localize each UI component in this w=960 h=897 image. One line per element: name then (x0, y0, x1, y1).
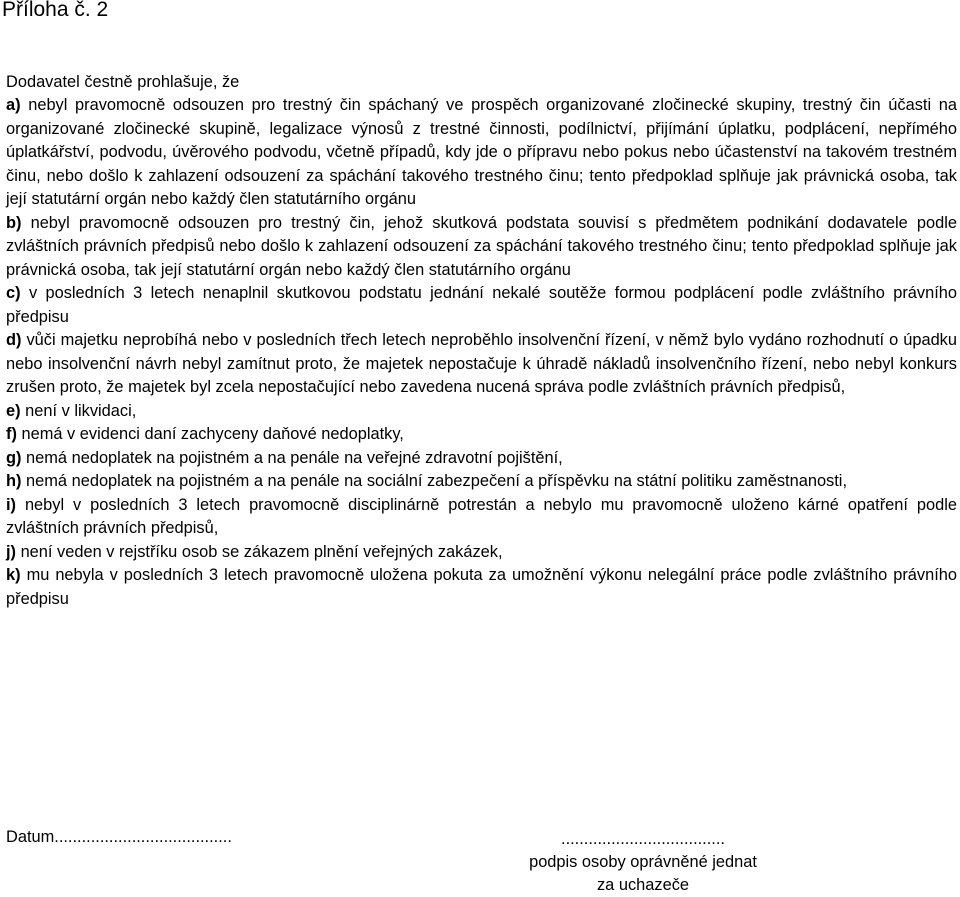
attachment-title: Příloha č. 2 (2, 0, 109, 21)
list-item (6, 94, 957, 212)
item-text: v posledních 3 letech nenaplnil skutkovou podstatu jednání nekalé soutěže formou podplácení podle zvláštního právního předpisu (6, 284, 957, 326)
item-text: nebyl pravomocně odsouzen pro trestný čin, jehož skutková podstata souvisí s předmětem podnikání dodavatele podle zvláštních právních předpisů nebo došlo k zahlazení odsouzení za spáchání takového trestného činu; tento předpoklad splňuje jak právnická osoba, tak její statutární orgán nebo každý člen statutárního orgánu (6, 213, 957, 279)
signature-dots: .................................... (561, 830, 725, 848)
signature-block (498, 828, 788, 897)
item-letter: f) (6, 425, 17, 443)
list-item (6, 212, 957, 283)
item-text: není veden v rejstříku osob se zákazem plnění veřejných zakázek, (16, 542, 503, 561)
item-letter: c) (6, 284, 21, 302)
list-item (6, 447, 957, 471)
item-text: nemá nedoplatek na pojistném a na penále na sociální zabezpečení a příspěvku na státní politiku zaměstnanosti, (21, 472, 848, 490)
declaration-intro: Dodavatel čestně prohlašuje, že (6, 73, 240, 91)
item-letter: h) (6, 472, 22, 490)
signature-caption-line2: za uchazeče (596, 876, 690, 894)
item-letter: e) (6, 401, 21, 420)
item-letter: b) (6, 213, 22, 232)
item-letter: d) (6, 331, 22, 349)
list-item (6, 329, 957, 400)
list-item (6, 494, 957, 541)
item-letter: k) (6, 566, 21, 584)
item-text: nebyl v posledních 3 letech pravomocně disciplinárně potrestán a nebylo mu pravomocně uloženo kárné opatření podle zvláštních právních předpisů, (6, 495, 957, 537)
item-text: nebyl pravomocně odsouzen pro trestný čin spáchaný ve prospěch organizované zločinecké skupiny, trestný čin účasti na organizované zločinecké skupině, legalizace výnosů z trestné činnosti, podílnictví, přijímání úplatku, podplácení, nepřímého úplatkářství, podvodu, úvěrového podvodu, včetně případů, kdy jde o přípravu nebo pokus nebo účastenství na takovém trestném činu, nebo došlo k zahlazení odsouzení za spáchání takového trestného činu; tento předpoklad splňuje jak právnická osoba, tak její statutární orgán nebo každý člen statutárního orgánu (6, 96, 957, 208)
item-letter: i) (6, 495, 17, 514)
declaration-list (6, 94, 957, 611)
list-item (6, 282, 957, 329)
item-text: mu nebyla v posledních 3 letech pravomocně uložena pokuta za umožnění výkonu nelegální práce podle zvláštního právního předpisu (6, 566, 957, 608)
signature-caption-line1: podpis osoby oprávněné jednat (529, 853, 757, 871)
date-line: Datum....................................... (6, 828, 232, 846)
item-text: vůči majetku neprobíhá nebo v posledních třech letech neproběhlo insolvenční řízení, v němž bylo vydáno rozhodnutí o úpadku nebo insolvenční návrh nebyl zamítnut proto, že majetek nepostačuje k úhradě nákladů insolvenčního řízení, nebo nebyl konkurs zrušen proto, že majetek byl zcela nepostačující nebo zavedena nucená správa podle zvláštních právních předpisů, (6, 331, 957, 396)
item-letter: a) (6, 96, 21, 114)
item-text: nemá v evidenci daní zachyceny daňové nedoplatky, (16, 425, 404, 443)
list-item (6, 564, 957, 611)
item-text: není v likvidaci, (20, 401, 137, 420)
list-item (6, 423, 957, 447)
list-item (6, 470, 957, 494)
item-letter: j) (6, 542, 17, 561)
list-item (6, 400, 957, 424)
list-item (6, 541, 957, 565)
item-text: nemá nedoplatek na pojistném a na penále na veřejné zdravotní pojištění, (21, 448, 563, 467)
item-letter: g) (6, 448, 22, 467)
